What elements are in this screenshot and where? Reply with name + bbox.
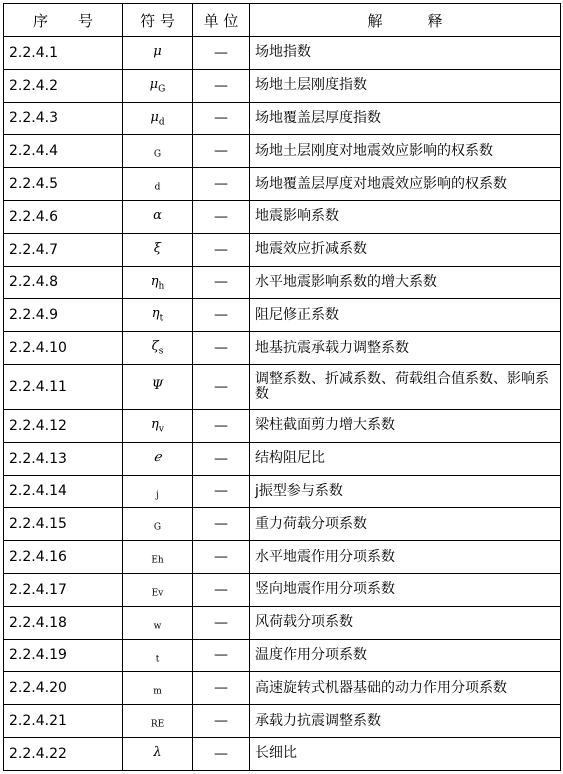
table-row <box>4 541 561 574</box>
symbol-subscript: t <box>155 654 160 665</box>
symbol-main: ζ <box>151 339 159 355</box>
symbol-subscript: G <box>153 150 162 161</box>
row-unit: — <box>193 364 250 409</box>
symbol-subscript: h <box>158 281 165 292</box>
symbol-subscript: m <box>153 687 162 698</box>
row-unit: — <box>193 299 250 332</box>
row-symbol <box>123 200 193 233</box>
row-symbol <box>123 332 193 365</box>
row-explanation: 重力荷载分项系数 <box>250 508 561 541</box>
header-explanation: 解 释 <box>250 4 561 37</box>
symbol-main: ξ <box>153 240 162 256</box>
symbol-subscript: G <box>158 84 166 95</box>
symbol-subscript: s <box>158 346 164 357</box>
row-explanation: 场地土层刚度指数 <box>250 69 561 102</box>
row-index: 2.2.4.1 <box>4 37 123 70</box>
row-symbol <box>123 266 193 299</box>
row-unit: — <box>193 639 250 672</box>
row-symbol <box>123 102 193 135</box>
row-unit: — <box>193 233 250 266</box>
row-explanation: 竖向地震作用分项系数 <box>250 573 561 606</box>
table-row <box>4 606 561 639</box>
row-unit: — <box>193 266 250 299</box>
table-row <box>4 299 561 332</box>
header-row <box>4 4 561 37</box>
row-explanation: 长细比 <box>250 737 561 770</box>
row-symbol <box>123 573 193 606</box>
row-explanation: 场地指数 <box>250 37 561 70</box>
row-index: 2.2.4.22 <box>4 737 123 770</box>
row-unit: — <box>193 409 250 442</box>
row-explanation: 水平地震作用分项系数 <box>250 541 561 574</box>
table-row <box>4 102 561 135</box>
symbol-subscript: w <box>153 621 162 632</box>
table-row <box>4 672 561 705</box>
table-row <box>4 233 561 266</box>
table-row <box>4 332 561 365</box>
symbol-subscript: d <box>158 117 165 128</box>
row-explanation: 结构阻尼比 <box>250 442 561 475</box>
symbol-main: ℯ <box>153 449 162 465</box>
row-explanation: 梁柱截面剪力增大系数 <box>250 409 561 442</box>
table-row <box>4 168 561 201</box>
symbol-main: α <box>153 208 162 224</box>
row-explanation: 地震影响系数 <box>250 200 561 233</box>
row-unit: — <box>193 672 250 705</box>
row-unit: — <box>193 606 250 639</box>
row-index: 2.2.4.3 <box>4 102 123 135</box>
row-index: 2.2.4.18 <box>4 606 123 639</box>
row-symbol <box>123 508 193 541</box>
row-unit: — <box>193 442 250 475</box>
row-symbol <box>123 233 193 266</box>
symbol-main: η <box>151 417 159 433</box>
row-unit: — <box>193 102 250 135</box>
row-index: 2.2.4.17 <box>4 573 123 606</box>
row-symbol <box>123 409 193 442</box>
row-symbol <box>123 299 193 332</box>
table-row <box>4 639 561 672</box>
row-unit: — <box>193 69 250 102</box>
symbol-main: η <box>150 273 159 289</box>
row-index: 2.2.4.21 <box>4 705 123 738</box>
symbol-main: μ <box>153 44 162 60</box>
row-unit: — <box>193 475 250 508</box>
symbol-main: μ <box>149 76 159 92</box>
row-symbol <box>123 475 193 508</box>
symbol-main: λ <box>153 745 162 761</box>
row-unit: — <box>193 200 250 233</box>
symbol-subscript: j <box>156 490 159 501</box>
row-symbol <box>123 639 193 672</box>
row-index: 2.2.4.4 <box>4 135 123 168</box>
table-row <box>4 508 561 541</box>
row-symbol <box>123 705 193 738</box>
row-unit: — <box>193 37 250 70</box>
row-explanation: 场地覆盖层厚度指数 <box>250 102 561 135</box>
table-row <box>4 364 561 409</box>
symbol-subscript: v <box>158 424 164 435</box>
symbol-subscript: RE <box>150 719 165 730</box>
row-symbol <box>123 364 193 409</box>
table-row <box>4 442 561 475</box>
table-row <box>4 135 561 168</box>
table-row <box>4 475 561 508</box>
symbol-subscript: d <box>154 182 161 193</box>
row-unit: — <box>193 573 250 606</box>
row-explanation: 水平地震影响系数的增大系数 <box>250 266 561 299</box>
symbol-main: η <box>151 306 160 322</box>
row-unit: — <box>193 705 250 738</box>
row-symbol <box>123 37 193 70</box>
table-row <box>4 705 561 738</box>
table-row <box>4 737 561 770</box>
row-index: 2.2.4.6 <box>4 200 123 233</box>
row-unit: — <box>193 508 250 541</box>
row-unit: — <box>193 332 250 365</box>
symbol-main: Ψ <box>151 378 164 394</box>
row-symbol <box>123 168 193 201</box>
row-explanation: 地基抗震承载力调整系数 <box>250 332 561 365</box>
header-symbol: 符 号 <box>123 4 193 37</box>
row-index: 2.2.4.14 <box>4 475 123 508</box>
row-index: 2.2.4.2 <box>4 69 123 102</box>
row-explanation: 调整系数、折减系数、荷载组合值系数、影响系数 <box>250 364 561 409</box>
row-index: 2.2.4.13 <box>4 442 123 475</box>
table-row <box>4 573 561 606</box>
row-explanation: 场地土层刚度对地震效应影响的权系数 <box>250 135 561 168</box>
table-row <box>4 266 561 299</box>
symbol-subscript: t <box>159 314 164 325</box>
row-explanation: 承载力抗震调整系数 <box>250 705 561 738</box>
symbol-subscript: Ev <box>151 588 164 599</box>
row-symbol <box>123 69 193 102</box>
row-explanation: 阻尼修正系数 <box>250 299 561 332</box>
row-index: 2.2.4.20 <box>4 672 123 705</box>
row-unit: — <box>193 168 250 201</box>
row-index: 2.2.4.5 <box>4 168 123 201</box>
row-explanation: 风荷载分项系数 <box>250 606 561 639</box>
row-symbol <box>123 135 193 168</box>
header-unit: 单 位 <box>193 4 250 37</box>
row-symbol <box>123 737 193 770</box>
row-symbol <box>123 606 193 639</box>
row-index: 2.2.4.10 <box>4 332 123 365</box>
row-explanation: 场地覆盖层厚度对地震效应影响的权系数 <box>250 168 561 201</box>
row-symbol <box>123 541 193 574</box>
row-symbol <box>123 442 193 475</box>
row-explanation: 高速旋转式机器基础的动力作用分项系数 <box>250 672 561 705</box>
row-unit: — <box>193 541 250 574</box>
row-explanation: 温度作用分项系数 <box>250 639 561 672</box>
row-index: 2.2.4.7 <box>4 233 123 266</box>
header-index: 序 号 <box>4 4 123 37</box>
row-explanation: j振型参与系数 <box>250 475 561 508</box>
row-symbol <box>123 672 193 705</box>
symbol-table <box>3 3 561 771</box>
table-row <box>4 409 561 442</box>
row-index: 2.2.4.15 <box>4 508 123 541</box>
table-row <box>4 69 561 102</box>
row-unit: — <box>193 737 250 770</box>
row-unit: — <box>193 135 250 168</box>
row-index: 2.2.4.11 <box>4 364 123 409</box>
row-index: 2.2.4.12 <box>4 409 123 442</box>
symbol-subscript: Eh <box>151 555 164 566</box>
table-row <box>4 37 561 70</box>
symbol-main: μ <box>150 109 159 125</box>
row-index: 2.2.4.16 <box>4 541 123 574</box>
symbol-subscript: G <box>153 523 162 534</box>
row-index: 2.2.4.19 <box>4 639 123 672</box>
row-index: 2.2.4.9 <box>4 299 123 332</box>
row-index: 2.2.4.8 <box>4 266 123 299</box>
row-explanation: 地震效应折减系数 <box>250 233 561 266</box>
table-row <box>4 200 561 233</box>
